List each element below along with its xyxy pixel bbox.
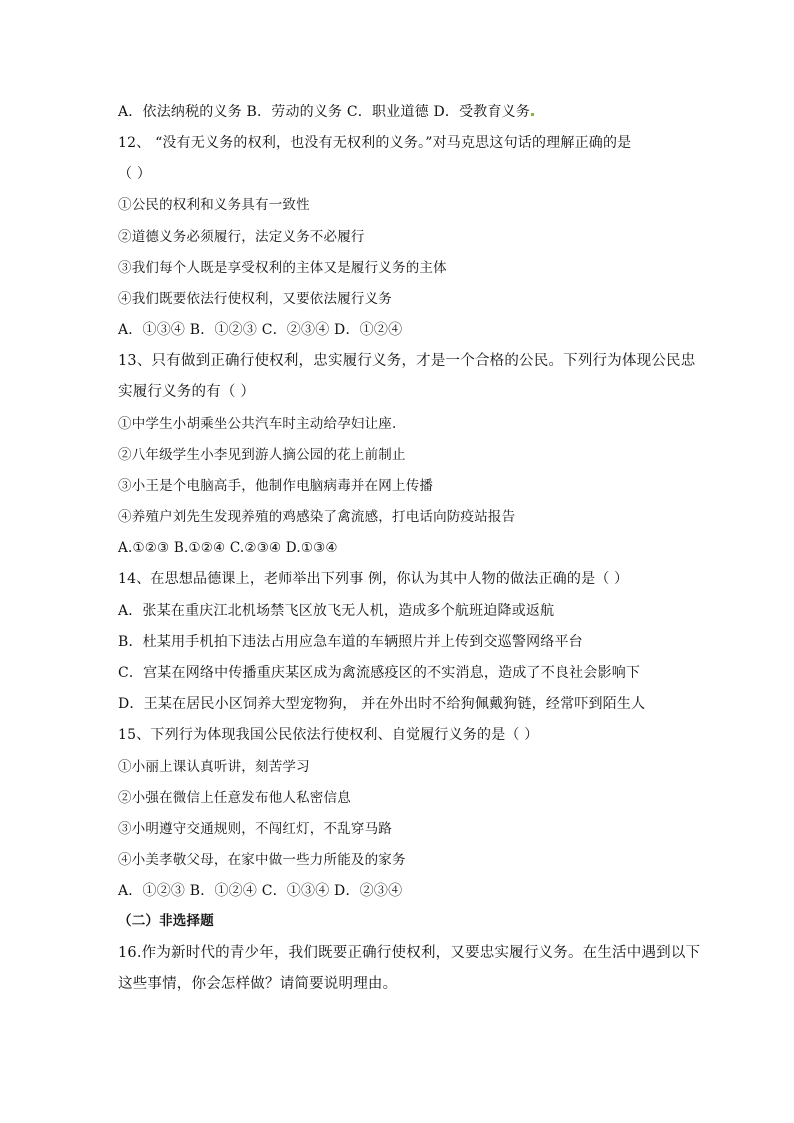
q14-option-c: C．宫某在网络中传播重庆某区成为禽流感疫区的不实消息，造成了不良社会影响下 [118,665,641,681]
q13-item-2: ②八年级学生小李见到游人摘公园的花上前制止 [118,447,406,463]
q15-stem: 15、下列行为体现我国公民依法行使权利、自觉履行义务的是（ ） [118,727,539,743]
q15-item-3: ③小明遵守交通规则，不闯红灯，不乱穿马路 [118,821,392,837]
q14-option-b: B．杜某用手机拍下违法占用应急车道的车辆照片并上传到交巡警网络平台 [118,634,583,650]
q15-item-2: ②小强在微信上任意发布他人私密信息 [118,790,351,806]
q14-option-d: D．王某在居民小区饲养大型宠物狗， 并在外出时不给狗佩戴狗链，经常吓到陌生人 [118,696,646,712]
q13-item-3: ③小王是个电脑高手，他制作电脑病毒并在网上传播 [118,478,434,494]
q12-item-4: ④我们既要依法行使权利，又要依法履行义务 [118,291,392,307]
q12-item-2: ②道德义务必须履行，法定义务不必履行 [118,229,365,245]
q12-answer-blank: （ ） [118,166,152,182]
green-dot-mark [531,113,534,116]
q13-options: A.①②③ B.①②④ C.②③④ D.①③④ [118,540,338,556]
q11-options-text: A．依法纳税的义务 B．劳动的义务 C．职业道德 D．受教育义务 [118,104,531,120]
q12-options: A．①③④ B．①②③ C．②③④ D．①②④ [118,322,403,338]
q13-item-1: ①中学生小胡乘坐公共汽车时主动给孕妇让座. [118,416,397,432]
q12-item-1: ①公民的权利和义务具有一致性 [118,197,310,213]
q14-option-a: A．张某在重庆江北机场禁飞区放飞无人机，造成多个航班迫降或返航 [118,603,555,619]
q15-options: A．①②③ B．①②④ C．①③④ D．②③④ [118,883,403,899]
q13-stem: 13、只有做到正确行使权利，忠实履行义务，才是一个合格的公民。下列行为体现公民忠 [118,353,696,369]
q14-stem: 14、在思想品德课上，老师举出下列事 例，你认为其中人物的做法正确的是（ ） [118,571,629,587]
section-heading-non-choice: （二）非选择题 [118,913,214,929]
q11-options [118,102,698,122]
q12-item-3: ③我们每个人既是享受权利的主体又是履行义务的主体 [118,260,447,276]
q12-stem: 12、 “没有无义务的权利，也没有无权利的义务。”对马克思这句话的理解正确的是 [118,135,632,151]
q13-item-4: ④养殖户刘先生发现养殖的鸡感染了禽流感，打电话向防疫站报告 [118,509,516,525]
q13-stem-cont: 实履行义务的有（ ） [118,384,256,400]
q16-stem: 16.作为新时代的青少年，我们既要正确行使权利，又要忠实履行义务。在生活中遇到以下 [118,945,701,961]
q16-stem-cont: 这些事情，你会怎样做？请简要说明理由。 [118,976,398,992]
q15-item-1: ①小丽上课认真听讲，刻苦学习 [118,759,310,775]
q15-item-4: ④小美孝敬父母，在家中做一些力所能及的家务 [118,852,406,868]
